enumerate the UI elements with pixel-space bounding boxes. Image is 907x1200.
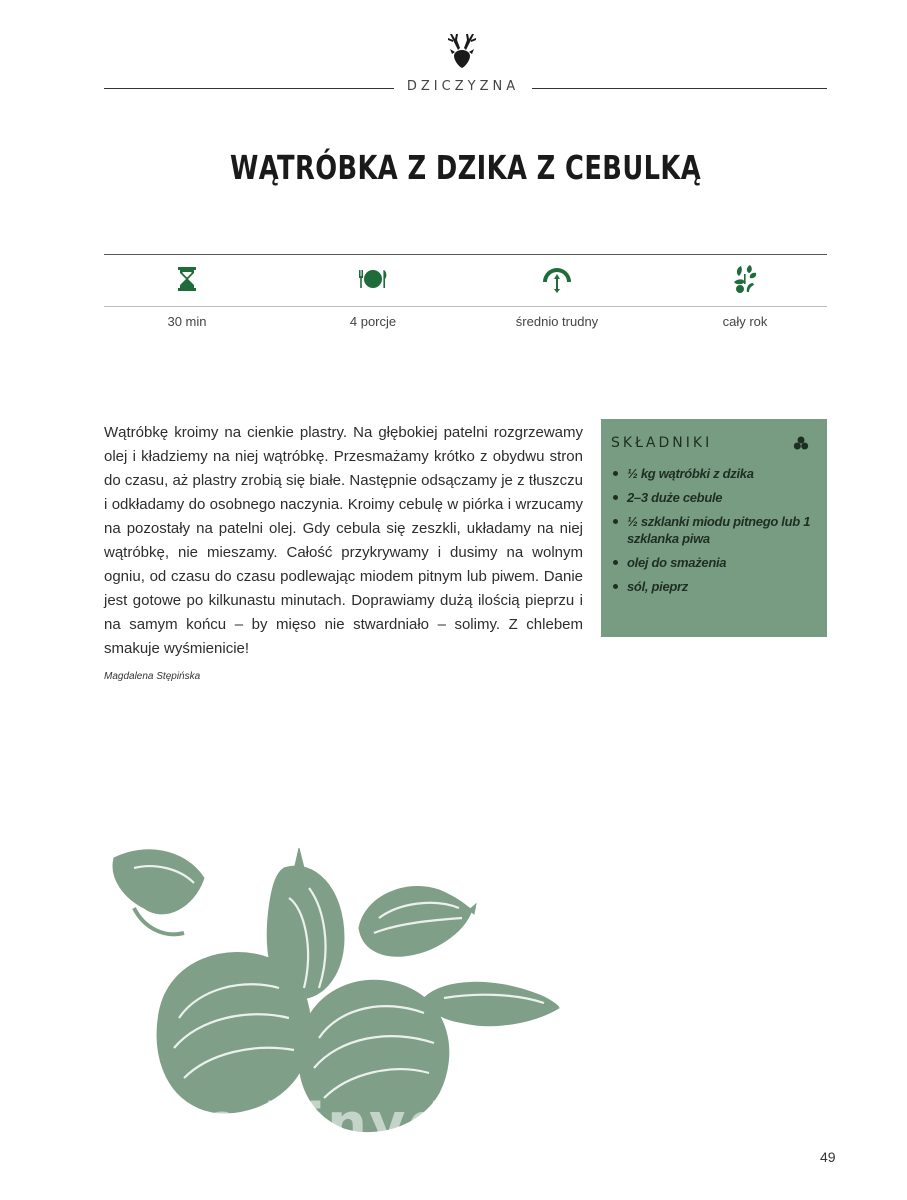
difficulty-gauge-icon: [540, 262, 574, 296]
info-time-text: 30 min: [167, 314, 207, 329]
list-item: sól, pieprz: [611, 578, 813, 595]
info-season: [655, 262, 835, 296]
clover-icon: [793, 435, 809, 451]
info-difficulty: [467, 262, 647, 296]
info-bar-top-rule: [104, 254, 827, 255]
info-season-text: cały rok: [722, 314, 768, 329]
deer-icon: [439, 30, 485, 70]
list-item: ½ szklanki miodu pitnego lub 1 szklanka piwa: [611, 513, 813, 547]
list-item: 2–3 duże cebule: [611, 489, 813, 506]
ingredients-title: SKŁADNIKI: [611, 435, 713, 451]
list-item: ½ kg wątróbki z dzika: [611, 465, 813, 482]
ingredients-box: [601, 419, 827, 637]
info-servings-text: 4 porcje: [349, 314, 397, 329]
ingredients-list: [611, 465, 813, 595]
info-servings: [283, 262, 463, 296]
section-label: DZICZYZNA: [406, 79, 520, 94]
recipe-title: WĄTRÓBKA Z DZIKA Z CEBULKĄ: [229, 148, 702, 187]
info-time: [97, 262, 277, 296]
info-difficulty-text: średnio trudny: [515, 314, 599, 329]
season-leaves-icon: [728, 262, 762, 296]
section-rule-right: [532, 88, 827, 89]
hourglass-icon: [170, 262, 204, 296]
plate-cutlery-icon: [356, 262, 390, 296]
section-rule-left: [104, 88, 394, 89]
list-item: olej do smażenia: [611, 554, 813, 571]
author-name: Magdalena Stępińska: [104, 671, 201, 682]
page-number: 49: [820, 1149, 836, 1165]
watermark: wedlinydomowe.pl: [148, 1092, 772, 1157]
info-bar-divider: [104, 306, 827, 307]
recipe-instructions: Wątróbkę kroimy na cienkie plastry. Na głębokiej patelni rozgrzewamy olej i kładziemy na niej wątróbkę. Przesmażamy krótko z obydwu stron do czasu, aż plastry zrobią się białe. Następnie odsączamy je z tłuszczu i odkładamy do osobnego naczynia. Kroimy cebulę w piórka i wrzucamy na pozostały na patelni olej. Gdy cebula się zeszkli, układamy na niej wątróbkę, nie mieszamy. Całość przykrywamy i dusimy na wolnym ogniu, od czasu do czasu podlewając miodem pitnym lub piwem. Danie jest gotowe po kilkunastu minutach. Doprawiamy dużą ilością pieprzu i na samym końcu – by mięso nie stwardniało – solimy. Z chlebem smakuje wyśmienicie!: [104, 424, 583, 657]
